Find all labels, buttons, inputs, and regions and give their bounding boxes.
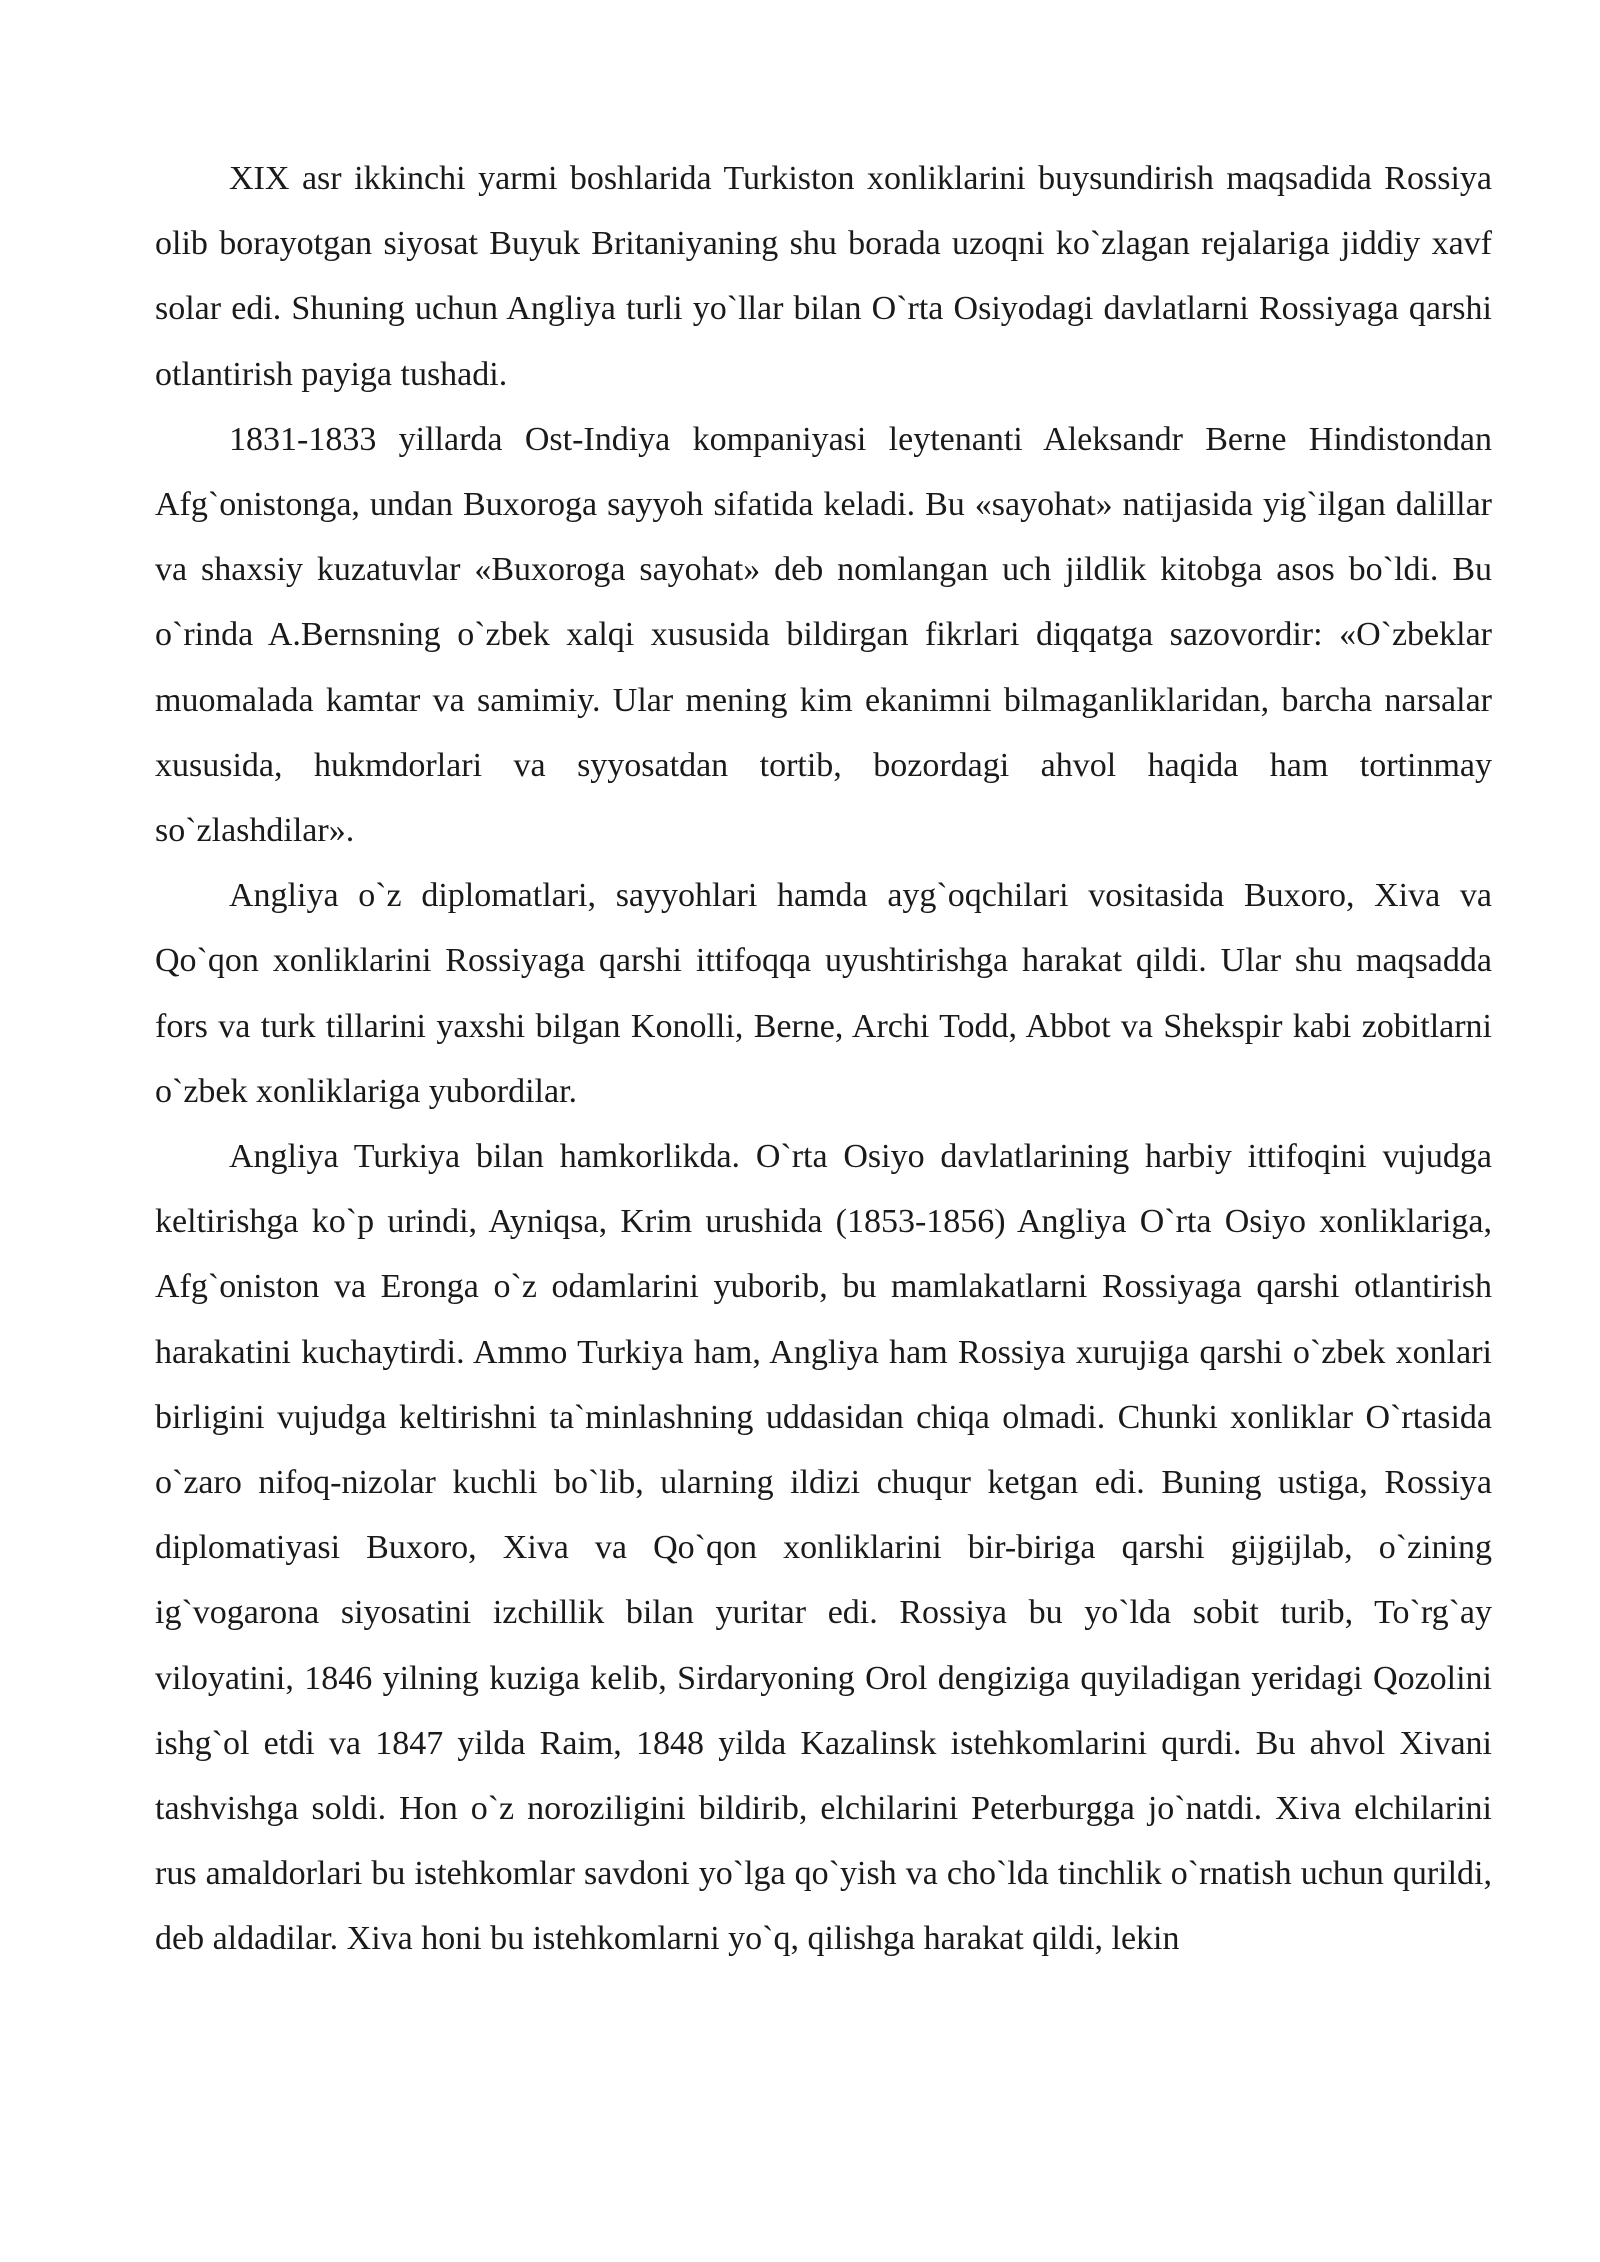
paragraph-anglo-turkish-alliance: Angliya Turkiya bilan hamkorlikda. O`rta Osiyo davlatlarining harbiy ittifoqini vujudga keltirishga ko`p urindi, Ayniqsa, Krim urushida (1853-1856) Angliya O`rta Osiyo xonliklariga, Afg`oniston va Eronga o`z odamlarini yuborib, bu mamlakatlarni Rossiyaga qarshi otlantirish harakatini kuchaytirdi. Ammo Turkiya ham, Angliya ham Rossiya xurujiga qarshi o`zbek xonlari birligini vujudga keltirishni ta`minlashning uddasidan chiqa olmadi. Chunki xonliklar O`rtasida o`zaro nifoq-nizolar kuchli bo`lib, ularning ildizi chuqur ketgan edi. Buning ustiga, Rossiya diplomatiyasi Buxoro, Xiva va Qo`qon xonliklarini bir-biriga qarshi gijgijlab, o`zining ig`vogarona siyosatini izchillik bilan yuritar edi. Rossiya bu yo`lda sobit turib, To`rg`ay viloyatini, 1846 yilning kuziga kelib, Sirdaryoning Orol dengiziga quyiladigan yeridagi Qozolini ishg`ol etdi va 1847 yilda Raim, 1848 yilda Kazalinsk istehkomlarini qurdi. Bu ahvol Xivani tashvishga soldi. Hon o`z noroziligini bildirib, elchilarini Peterburgga jo`natdi. Xiva elchilarini rus amaldorlari bu istehkomlar savdoni yo`lga qo`yish va cho`lda tinchlik o`rnatish uchun qurildi, deb aldadilar. Xiva honi bu istehkomlarni yo`q, qilishga harakat qildi, lekin [155, 1138, 1492, 1958]
paragraph-burnes-journey: 1831-1833 yillarda Ost-Indiya kompaniyasi leytenanti Aleksandr Berne Hindistondan Afg`onistonga, undan Buxoroga sayyoh sifatida keladi. Bu «sayohat» natijasida yig`ilgan dalillar va shaxsiy kuzatuvlar «Buxoroga sayohat» deb nomlangan uch jildlik kitobga asos bo`ldi. Bu o`rinda A.Bernsning o`zbek xalqi xususida bildirgan fikrlari diqqatga sazovordir: «O`zbeklar muomalada kamtar va samimiy. Ular mening kim ekanimni bilmaganliklaridan, barcha narsalar xususida, hukmdorlari va syyosatdan tortib, bozordagi ahvol haqida ham tortinmay so`zlashdilar». [155, 420, 1492, 850]
document-page [155, 146, 1492, 1972]
paragraph-xix-century-policy: XIX asr ikkinchi yarmi boshlarida Turkiston xonliklarini buysundirish maqsadida Rossiya olib borayotgan siyosat Buyuk Britaniyaning shu borada uzoqni ko`zlagan rejalariga jiddiy xavf solar edi. Shuning uchun Angliya turli yo`llar bilan O`rta Osiyodagi davlatlarni Rossiyaga qarshi otlantirish payiga tushadi. [155, 160, 1492, 393]
paragraph-english-agents: Angliya o`z diplomatlari, sayyohlari hamda ayg`oqchilari vositasida Buxoro, Xiva va Qo`qon xonliklarini Rossiyaga qarshi ittifoqqa uyushtirishga harakat qildi. Ular shu maqsadda fors va turk tillarini yaxshi bilgan Konolli, Berne, Archi Todd, Abbot va Shekspir kabi zobitlarni o`zbek xonliklariga yubordilar. [155, 877, 1492, 1110]
